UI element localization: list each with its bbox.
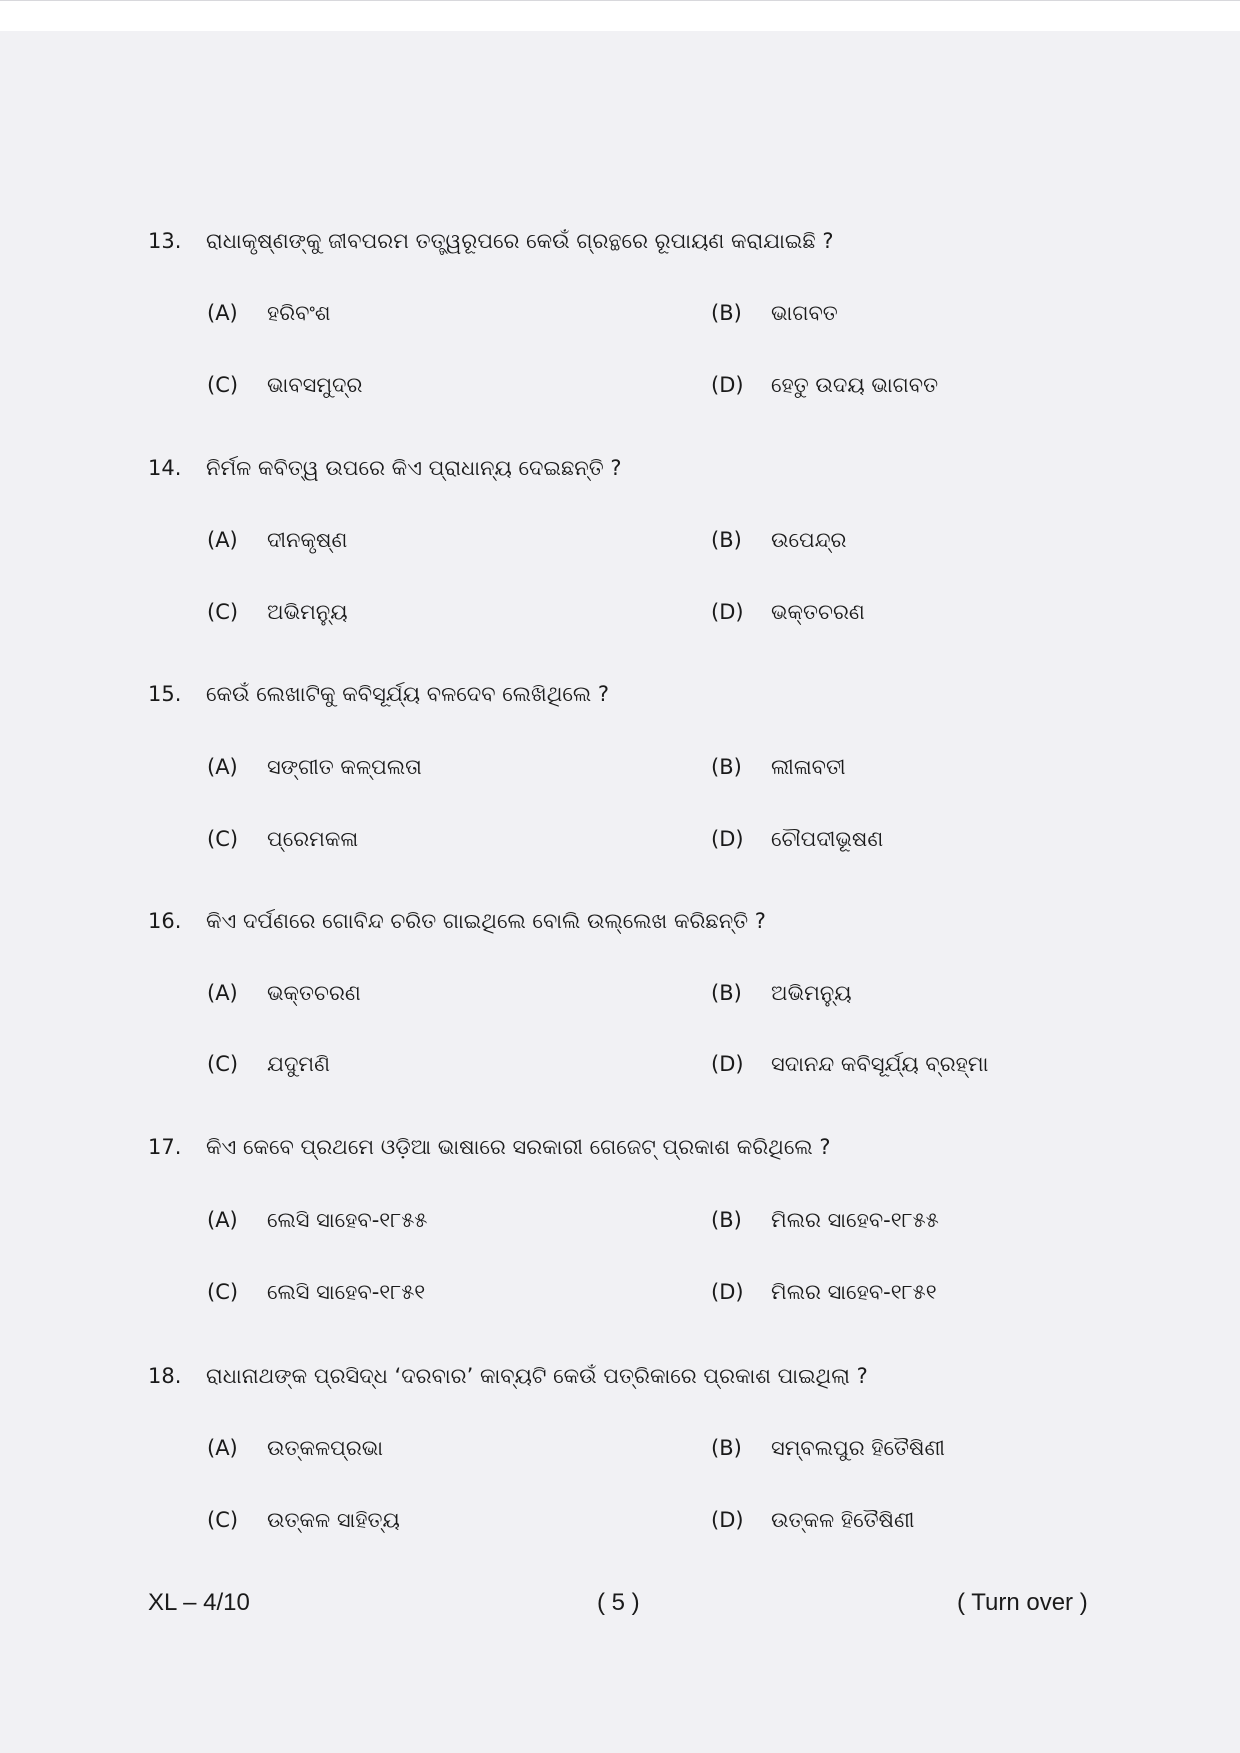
option-text: ସଙ୍ଗୀତ କଳ୍ପଲତା	[267, 755, 422, 779]
option-letter: (C)	[207, 1508, 239, 1532]
option-letter: (A)	[207, 528, 238, 552]
turn-over-note: ( Turn over )	[957, 1589, 1088, 1616]
question-line	[148, 1135, 831, 1160]
option-text: ହରିବଂଶ	[267, 301, 331, 325]
option-letter: (B)	[711, 1436, 742, 1460]
option-letter: (D)	[711, 1280, 744, 1304]
question-line	[148, 682, 609, 707]
option-text: ସମ୍ବଲପୁର ହିତୈଷିଣୀ	[771, 1436, 945, 1460]
paper-code: XL – 4/10	[148, 1589, 250, 1616]
question-line	[148, 456, 622, 481]
option-text: ସଦାନନ୍ଦ କବିସୂର୍ଯ୍ୟ ବ୍ରହ୍ମା	[771, 1052, 989, 1076]
option-letter: (A)	[207, 1436, 238, 1460]
option-c	[207, 827, 358, 852]
option-c	[207, 1508, 400, 1533]
option-c	[207, 600, 348, 625]
question-number: 14.	[148, 456, 182, 480]
option-letter: (A)	[207, 301, 238, 325]
option-letter: (C)	[207, 600, 239, 624]
question-text: ରାଧାନାଥଙ୍କ ପ୍ରସିଦ୍ଧ ‘ଦରବାର’ କାବ୍ୟଟି କେଉଁ ପତ୍ରିକାରେ ପ୍ରକାଶ ପାଇଥିଲା ?	[206, 1364, 868, 1388]
option-letter: (D)	[711, 827, 744, 851]
option-letter: (A)	[207, 1208, 238, 1232]
option-d	[711, 1280, 937, 1305]
question-number: 16.	[148, 909, 182, 933]
question-line	[148, 229, 834, 254]
option-a	[207, 528, 347, 553]
question-line	[148, 909, 766, 934]
option-a	[207, 301, 331, 326]
question-number: 18.	[148, 1364, 182, 1388]
option-letter: (B)	[711, 755, 742, 779]
option-text: ଭକ୍ତଚରଣ	[267, 981, 361, 1005]
option-letter: (B)	[711, 981, 742, 1005]
option-b	[711, 1208, 939, 1233]
option-b	[711, 981, 852, 1006]
question-number: 15.	[148, 682, 182, 706]
option-d	[711, 827, 883, 852]
question-text: କେଉଁ ଲେଖାଟିକୁ କବିସୂର୍ଯ୍ୟ ବଳଦେବ ଲେଖିଥିଲେ ?	[206, 682, 610, 706]
option-letter: (A)	[207, 755, 238, 779]
question-text: କିଏ କେବେ ପ୍ରଥମେ ଓଡ଼ିଆ ଭାଷାରେ ସରକାରୀ ଗେଜେଟ୍ ପ୍ରକାଶ କରିଥିଲେ ?	[206, 1135, 831, 1159]
option-text: ଭାବସମୁଦ୍ର	[267, 373, 363, 397]
scan-top-edge	[0, 1, 1240, 31]
question-line	[148, 1364, 868, 1389]
option-text: ମିଲର ସାହେବ-୧୮୫୫	[771, 1208, 939, 1232]
option-letter: (C)	[207, 373, 239, 397]
option-text: ଉତ୍କଳପ୍ରଭା	[267, 1436, 384, 1460]
option-letter: (C)	[207, 827, 239, 851]
option-text: ଲେସି ସାହେବ-୧୮୫୫	[267, 1208, 428, 1232]
option-text: ଦୀନକୃଷ୍ଣ	[267, 528, 348, 552]
option-letter: (B)	[711, 528, 742, 552]
option-text: ପ୍ରେମକଳା	[267, 827, 359, 851]
option-text: ହେତୁ ଉଦୟ ଭାଗବତ	[771, 373, 939, 397]
option-c	[207, 1280, 425, 1305]
option-text: ଲେସି ସାହେବ-୧୮୫୧	[267, 1280, 426, 1304]
option-text: ଉତ୍କଳ ସାହିତ୍ୟ	[267, 1508, 400, 1532]
question-text: ରାଧାକୃଷ୍ଣଙ୍କୁ ଜୀବପରମ ତତ୍ତ୍ୱରୂପରେ କେଉଁ ଗ୍ରନ୍ଥରେ ରୂପାୟଣ କରାଯାଇଛି ?	[206, 229, 834, 253]
option-b	[711, 755, 846, 780]
option-b	[711, 1436, 945, 1461]
option-letter: (B)	[711, 1208, 742, 1232]
option-d	[711, 1508, 915, 1533]
option-text: ଯଦୁମଣି	[267, 1052, 330, 1076]
option-letter: (C)	[207, 1052, 239, 1076]
option-letter: (D)	[711, 600, 744, 624]
option-letter: (D)	[711, 373, 744, 397]
option-c	[207, 1052, 330, 1077]
question-text: କିଏ ଦର୍ପଣରେ ଗୋବିନ୍ଦ ଚରିତ ଗାଇଥିଲେ ବୋଲି ଉଲ୍ଲେଖ କରିଛନ୍ତି ?	[206, 909, 766, 933]
option-text: ଉତ୍କଳ ହିତୈଷିଣୀ	[771, 1508, 915, 1532]
option-letter: (A)	[207, 981, 238, 1005]
question-number: 13.	[148, 229, 182, 253]
option-text: ଉପେନ୍ଦ୍ର	[771, 528, 847, 552]
option-a	[207, 755, 422, 780]
option-c	[207, 373, 362, 398]
option-letter: (D)	[711, 1052, 744, 1076]
option-a	[207, 1208, 427, 1233]
option-d	[711, 373, 938, 398]
page-number: ( 5 )	[597, 1589, 640, 1616]
option-letter: (D)	[711, 1508, 744, 1532]
option-a	[207, 1436, 383, 1461]
option-d	[711, 1052, 988, 1077]
option-b	[711, 528, 846, 553]
option-letter: (B)	[711, 301, 742, 325]
option-b	[711, 301, 838, 326]
option-a	[207, 981, 361, 1006]
option-text: ଲୀଳାବତୀ	[771, 755, 846, 779]
option-letter: (C)	[207, 1280, 239, 1304]
option-text: ଭାଗବତ	[771, 301, 838, 325]
question-number: 17.	[148, 1135, 182, 1159]
option-text: ଭକ୍ତଚରଣ	[771, 600, 865, 624]
option-text: ଅଭିମନ୍ୟୁ	[771, 981, 852, 1005]
option-text: ଚୌପଦୀଭୂଷଣ	[771, 827, 884, 851]
option-d	[711, 600, 865, 625]
option-text: ମିଲର ସାହେବ-୧୮୫୧	[771, 1280, 937, 1304]
question-text: ନିର୍ମଳ କବିତ୍ୱ ଉପରେ କିଏ ପ୍ରାଧାନ୍ୟ ଦେଇଛନ୍ତି ?	[206, 456, 622, 480]
option-text: ଅଭିମନ୍ୟୁ	[267, 600, 348, 624]
